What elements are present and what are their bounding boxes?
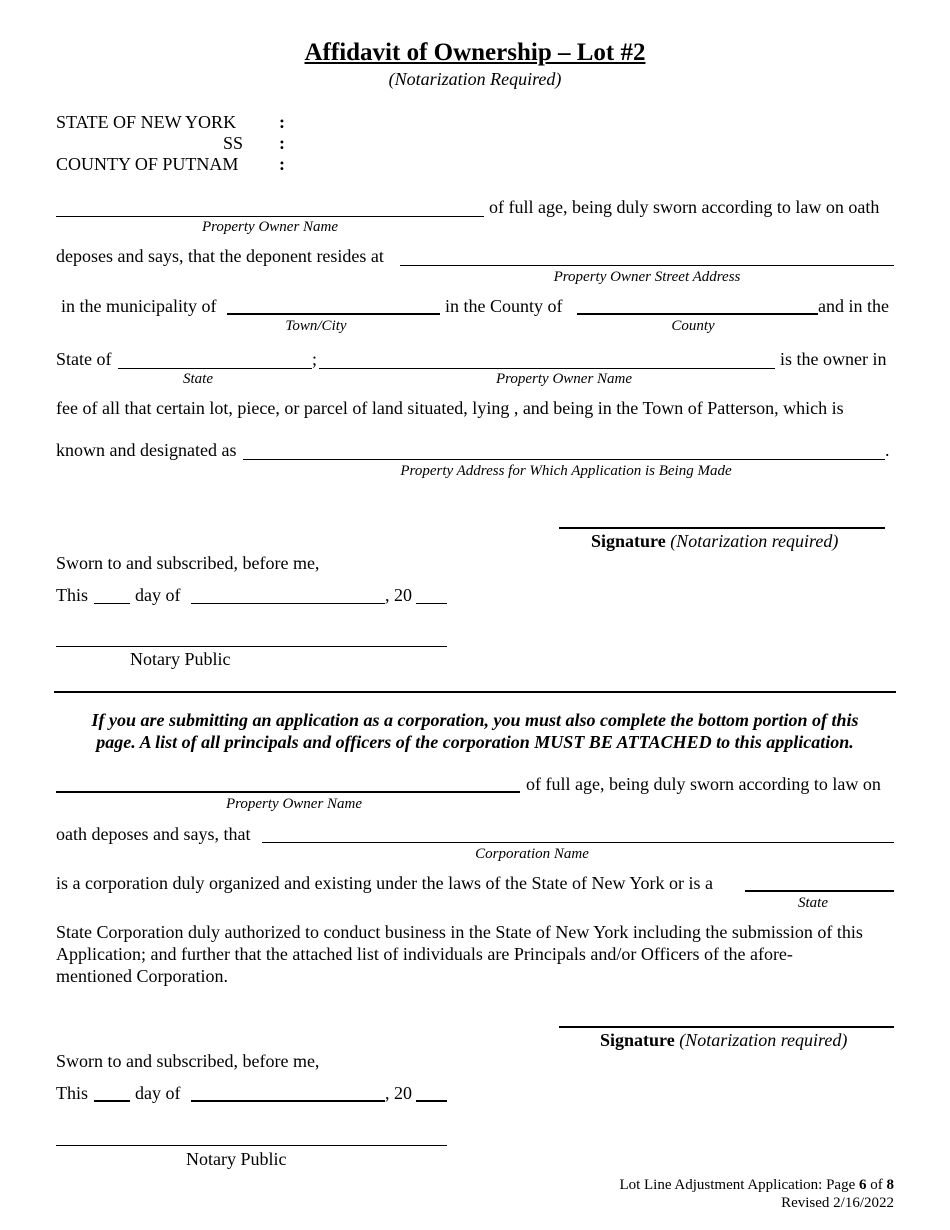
fee-text: fee of all that certain lot, piece, or parcel of land situated, lying , and being in the Town of Patterson, which is (56, 398, 844, 418)
venue-county: COUNTY OF PUTNAM (56, 154, 239, 174)
section-divider (54, 691, 896, 693)
notary-signature-field-2[interactable] (56, 1145, 447, 1146)
footer-page-total: 8 (886, 1177, 894, 1193)
known-text: known and designated as (56, 440, 237, 460)
month-field-2[interactable] (191, 1100, 385, 1102)
footer-revised: Revised 2/16/2022 (781, 1195, 894, 1211)
property-address-field[interactable] (243, 459, 885, 460)
page-title: Affidavit of Ownership – Lot #2 (304, 39, 646, 66)
corp-state-caption: State (798, 895, 828, 911)
corp-notice-line-1: If you are submitting an application as a corporation, you must also complete the bottom portion of this (91, 710, 859, 730)
county-caption: County (671, 318, 715, 334)
day-field-1[interactable] (94, 603, 130, 604)
corp-para-line-2: Application; and further that the attached list of individuals are Principals and/or Officers of the afore- (56, 944, 793, 964)
owner-name-caption: Property Owner Name (201, 219, 339, 235)
notary-label-2: Notary Public (186, 1149, 287, 1169)
this-text-2: This (56, 1083, 89, 1103)
corp-para-line-1: State Corporation duly authorized to conduct business in the State of New York including the submission of this (56, 922, 863, 942)
owner-street-caption: Property Owner Street Address (553, 269, 741, 285)
corp-organized-text: is a corporation duly organized and existing under the laws of the State of New York or is a (56, 873, 714, 893)
footer-of: of (870, 1177, 883, 1193)
sworn-text-1: Sworn to and subscribed, before me, (56, 553, 320, 573)
owner-in-text: is the owner in (780, 349, 887, 369)
signature-note-1: (Notarization required) (670, 531, 839, 551)
county-text: in the County of (445, 296, 563, 316)
year-field-2[interactable] (416, 1100, 447, 1102)
sworn-text-2: Sworn to and subscribed, before me, (56, 1051, 320, 1071)
state-of-text: State of (56, 349, 112, 369)
venue-state: STATE OF NEW YORK (56, 112, 237, 132)
year-prefix-1: , 20 (385, 585, 412, 605)
town-caption: Town/City (285, 318, 347, 334)
day-of-text-1: day of (135, 585, 181, 605)
municipality-text: in the municipality of (61, 296, 217, 316)
venue-colon-3: : (279, 154, 285, 174)
state-caption: State (183, 371, 213, 387)
signature-field-1[interactable] (559, 527, 885, 529)
corp-owner-name-field[interactable] (56, 791, 520, 793)
notary-label-1: Notary Public (130, 649, 231, 669)
county-field[interactable] (577, 313, 818, 315)
footer-page-num: 6 (859, 1177, 867, 1193)
corp-state-field[interactable] (745, 890, 894, 892)
semicolon: ; (312, 349, 318, 369)
signature-bold-1: Signature (591, 531, 666, 551)
property-address-caption: Property Address for Which Application is Being Made (400, 463, 732, 479)
venue-colon-2: : (279, 133, 285, 153)
corp-name-caption: Corporation Name (475, 846, 589, 862)
state-field[interactable] (118, 368, 312, 369)
venue-ss: SS (223, 133, 244, 153)
owner-name-field-2[interactable] (319, 368, 775, 369)
deposes-text: deposes and says, that the deponent resides at (56, 246, 384, 266)
signature-note-2: (Notarization required) (679, 1030, 848, 1050)
oath-text: oath deposes and says, that (56, 824, 251, 844)
owner-street-field[interactable] (400, 265, 894, 266)
corp-full-age-text: of full age, being duly sworn according to law on (526, 774, 881, 794)
corp-name-field[interactable] (262, 842, 894, 843)
footer-page-prefix: Lot Line Adjustment Application: Page (619, 1177, 856, 1193)
period: . (885, 440, 890, 460)
corp-notice-line-2: page. A list of all principals and officers of the corporation MUST BE ATTACHED to this application. (96, 732, 854, 752)
signature-field-2[interactable] (559, 1026, 894, 1028)
venue-colon-1: : (279, 112, 285, 132)
signature-label-1 (591, 530, 838, 552)
signature-label-2 (600, 1029, 847, 1051)
signature-bold-2: Signature (600, 1030, 675, 1050)
town-field[interactable] (227, 313, 440, 315)
page-subtitle: (Notarization Required) (388, 69, 562, 89)
owner-name-field[interactable] (56, 216, 484, 217)
footer-page-info (619, 1176, 894, 1194)
corp-owner-name-caption: Property Owner Name (225, 796, 363, 812)
this-text-1: This (56, 585, 89, 605)
notary-signature-field-1[interactable] (56, 646, 447, 647)
month-field-1[interactable] (191, 603, 385, 604)
day-of-text-2: day of (135, 1083, 181, 1103)
year-field-1[interactable] (416, 603, 447, 604)
day-field-2[interactable] (94, 1100, 130, 1102)
corp-para-line-3: mentioned Corporation. (56, 966, 228, 986)
full-age-text: of full age, being duly sworn according to law on oath (489, 197, 880, 217)
owner-name-caption-2: Property Owner Name (495, 371, 633, 387)
year-prefix-2: , 20 (385, 1083, 412, 1103)
and-in-the-text: and in the (818, 296, 889, 316)
